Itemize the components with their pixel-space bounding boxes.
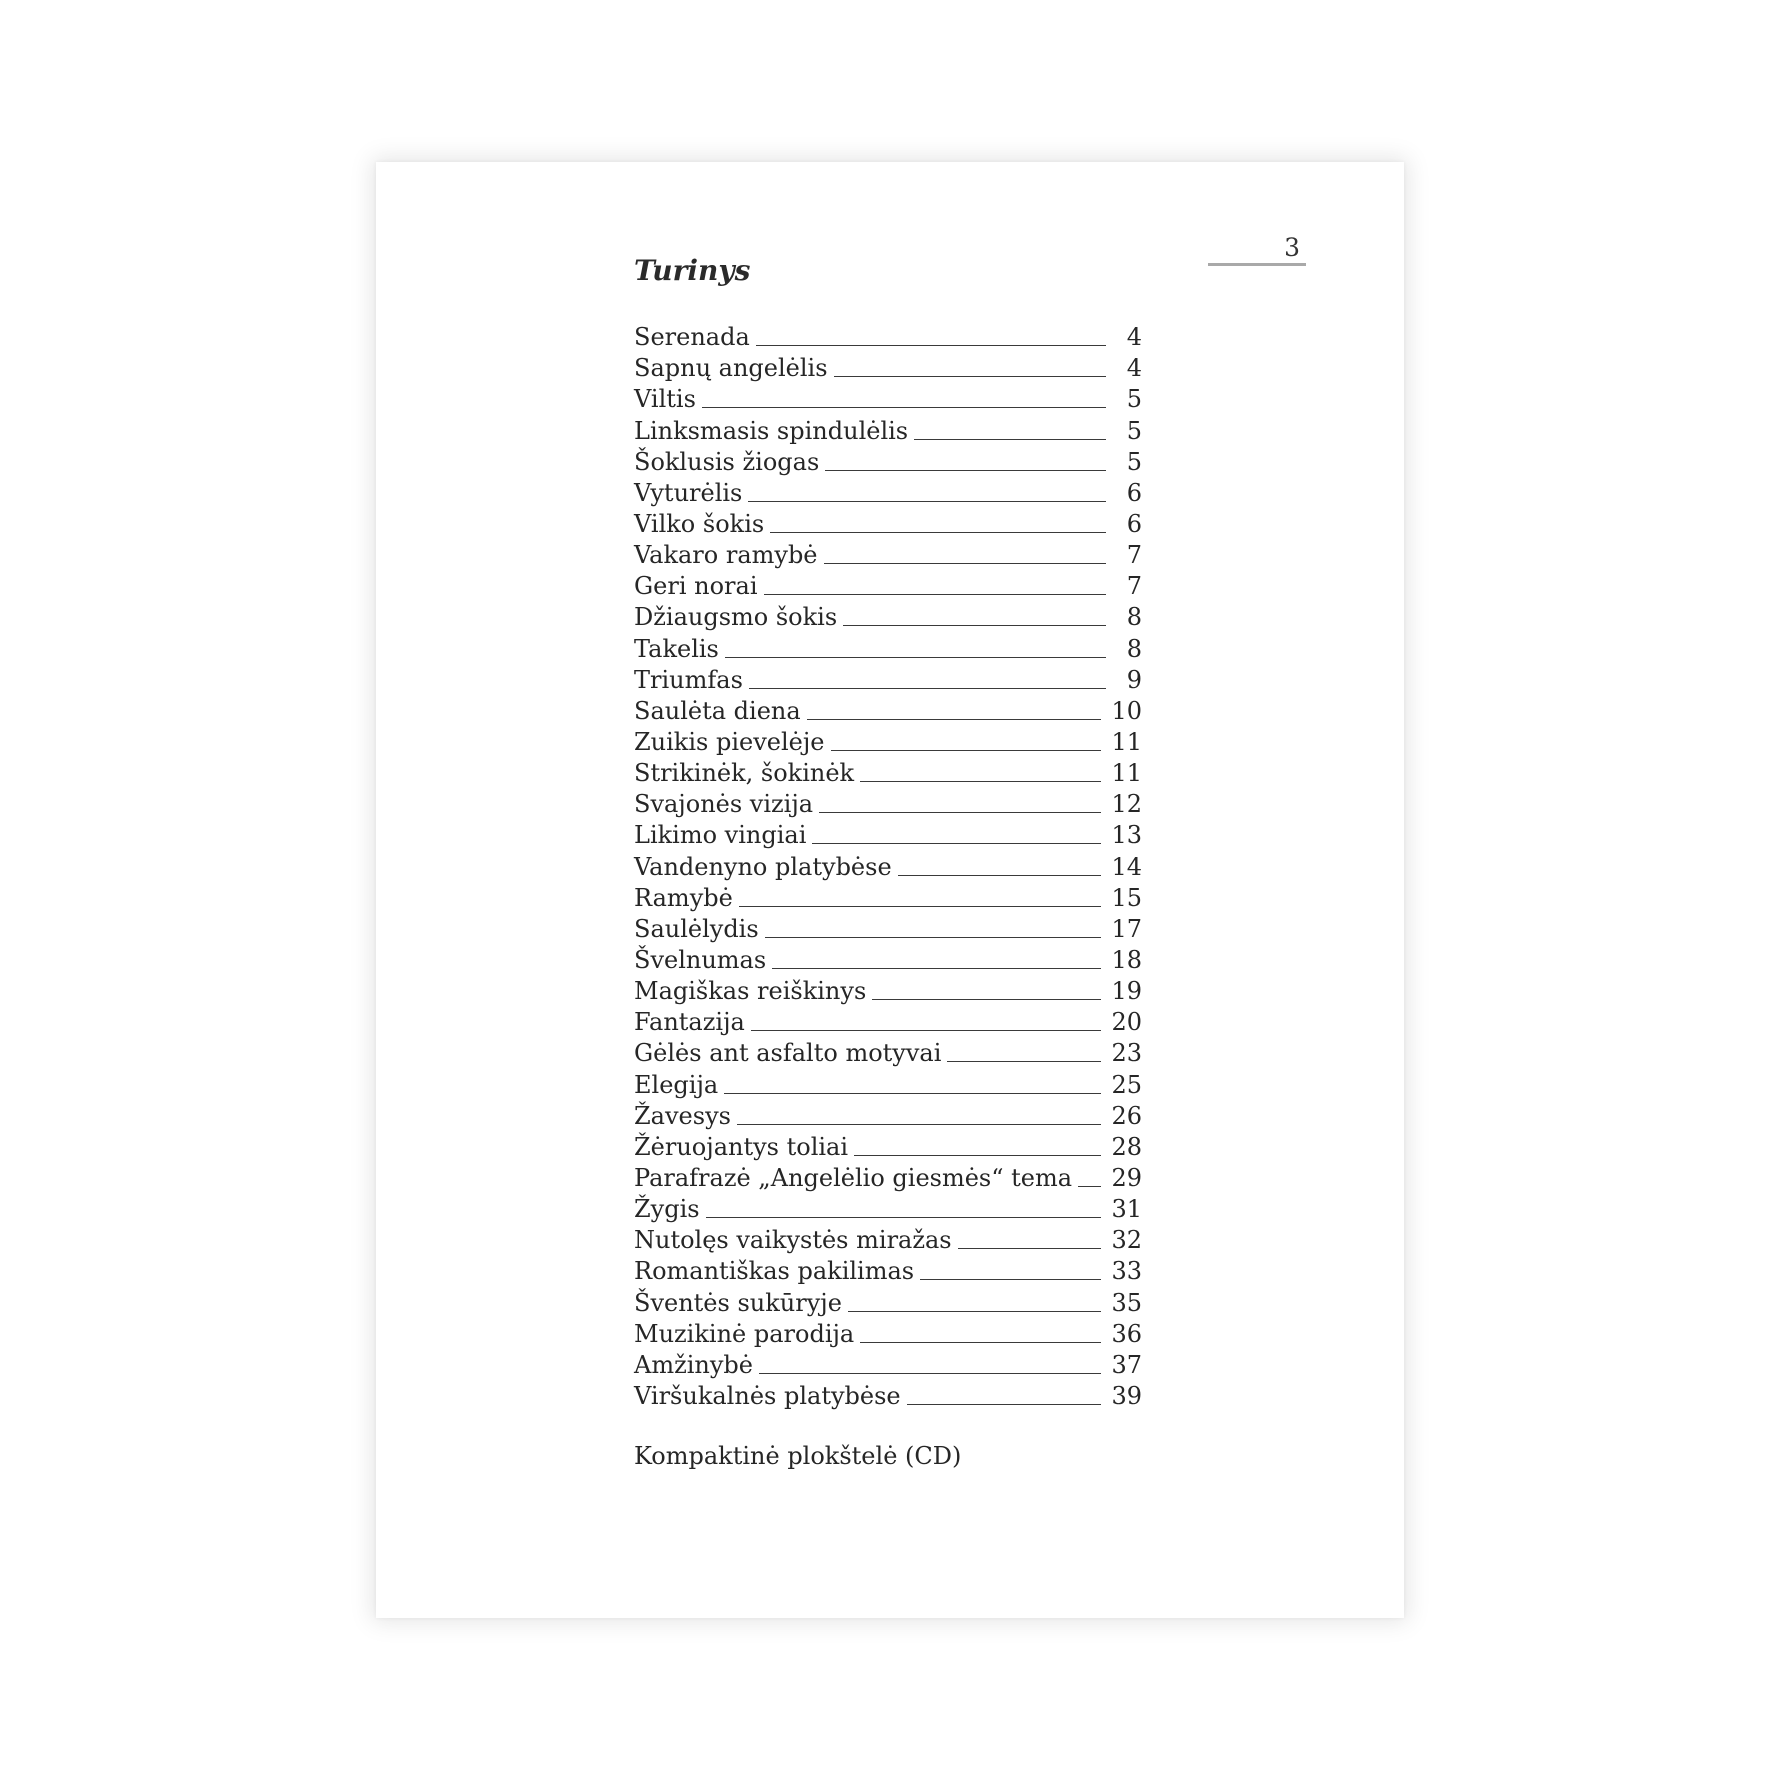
toc-entry: [634, 1254, 1142, 1285]
toc-entry-page: 7: [1126, 541, 1142, 570]
toc-leader-line: [947, 1060, 1101, 1062]
toc-leader-line: [739, 905, 1102, 907]
toc-entry-title: Džiaugsmo šokis: [634, 603, 838, 632]
toc-entry-title: Vilko šokis: [634, 509, 765, 538]
toc-list: [634, 320, 1142, 1410]
toc-leader-line: [756, 344, 1106, 346]
toc-entry: [634, 943, 1142, 974]
toc-leader-line: [706, 1216, 1102, 1218]
toc-leader-line: [772, 967, 1101, 969]
toc-entry-page: 37: [1111, 1350, 1142, 1379]
toc-entry-title: Švelnumas: [634, 945, 767, 974]
toc-leader-line: [860, 780, 1101, 782]
toc-entry: [634, 1161, 1142, 1192]
toc-leader-line: [854, 1154, 1101, 1156]
toc-entry-page: 5: [1126, 385, 1142, 414]
toc-entry-title: Geri norai: [634, 572, 758, 601]
toc-entry-page: 12: [1111, 790, 1142, 819]
toc-entry: [634, 818, 1142, 849]
toc-entry-title: Triumfas: [634, 665, 743, 694]
toc-entry-title: Vakaro ramybė: [634, 541, 818, 570]
toc-entry-page: 28: [1111, 1132, 1142, 1161]
toc-entry-title: Elegija: [634, 1070, 719, 1099]
toc-entry-page: 5: [1126, 447, 1142, 476]
toc-entry: [634, 787, 1142, 818]
toc-entry: [634, 413, 1142, 444]
toc-leader-line: [748, 500, 1106, 502]
toc-entry-page: 9: [1126, 665, 1142, 694]
toc-leader-line: [724, 1092, 1101, 1094]
toc-entry: [634, 538, 1142, 569]
toc-entry-page: 10: [1111, 696, 1142, 725]
toc-entry: [634, 974, 1142, 1005]
toc-entry-page: 8: [1126, 634, 1142, 663]
toc-entry-title: Likimo vingiai: [634, 821, 807, 850]
toc-entry: [634, 1348, 1142, 1379]
toc-entry-page: 17: [1111, 914, 1142, 943]
page-number: 3: [1284, 233, 1300, 262]
toc-entry-page: 25: [1111, 1070, 1142, 1099]
toc-entry-title: Vandenyno platybėse: [634, 852, 892, 881]
toc-leader-line: [834, 375, 1106, 377]
toc-leader-line: [860, 1341, 1101, 1343]
toc-entry: [634, 663, 1142, 694]
toc-entry-page: 29: [1111, 1163, 1142, 1192]
toc-entry-title: Serenada: [634, 323, 750, 352]
toc-entry-page: 31: [1111, 1195, 1142, 1224]
toc-entry-title: Sapnų angelėlis: [634, 354, 828, 383]
toc-entry-title: Šoklusis žiogas: [634, 447, 820, 476]
toc-entry: [634, 881, 1142, 912]
toc-entry: [634, 320, 1142, 351]
toc-leader-line: [764, 593, 1106, 595]
toc-entry-title: Saulėlydis: [634, 914, 759, 943]
toc-entry: [634, 351, 1142, 382]
toc-entry-title: Vyturėlis: [634, 478, 743, 507]
toc-entry: [634, 1379, 1142, 1410]
toc-entry-page: 13: [1111, 821, 1142, 850]
toc-entry-page: 6: [1126, 478, 1142, 507]
toc-leader-line: [759, 1372, 1101, 1374]
toc-leader-line: [770, 531, 1106, 533]
toc-entry-title: Gėlės ant asfalto motyvai: [634, 1039, 942, 1068]
toc-entry-title: Takelis: [634, 634, 719, 663]
toc-entry-title: Magiškas reiškinys: [634, 977, 867, 1006]
toc-entry-page: 11: [1111, 727, 1142, 756]
toc-entry: [634, 1005, 1142, 1036]
toc-entry-title: Muzikinė parodija: [634, 1319, 855, 1348]
toc-entry: [634, 1099, 1142, 1130]
toc-entry-title: Ramybė: [634, 883, 733, 912]
toc-entry-page: 39: [1111, 1381, 1142, 1410]
toc-entry-page: 5: [1126, 416, 1142, 445]
toc-entry: [634, 694, 1142, 725]
toc-entry-page: 19: [1111, 977, 1142, 1006]
toc-leader-line: [907, 1403, 1102, 1405]
toc-title: Turinys: [634, 254, 751, 287]
toc-entry: [634, 1285, 1142, 1316]
toc-entry-page: 4: [1126, 354, 1142, 383]
toc-leader-line: [831, 749, 1102, 751]
toc-entry-title: Žygis: [634, 1195, 700, 1224]
toc-entry-title: Saulėta diena: [634, 696, 801, 725]
toc-leader-line: [872, 998, 1101, 1000]
toc-entry-page: 18: [1111, 945, 1142, 974]
toc-entry-title: Šventės sukūryje: [634, 1288, 842, 1317]
toc-entry-page: 23: [1111, 1039, 1142, 1068]
toc-entry-page: 35: [1111, 1288, 1142, 1317]
toc-leader-line: [825, 469, 1106, 471]
toc-entry-title: Romantiškas pakilimas: [634, 1257, 915, 1286]
toc-leader-line: [848, 1310, 1102, 1312]
toc-entry-title: Viltis: [634, 385, 696, 414]
toc-leader-line: [1078, 1185, 1101, 1187]
toc-entry: [634, 600, 1142, 631]
toc-leader-line: [843, 624, 1106, 626]
toc-entry: [634, 631, 1142, 662]
toc-entry: [634, 1223, 1142, 1254]
toc-entry-title: Žėruojantys toliai: [634, 1132, 849, 1161]
toc-entry-page: 36: [1111, 1319, 1142, 1348]
toc-entry-page: 11: [1111, 759, 1142, 788]
toc-entry: [634, 1130, 1142, 1161]
toc-entry-page: 6: [1126, 509, 1142, 538]
toc-entry: [634, 476, 1142, 507]
toc-entry-title: Žavesys: [634, 1101, 731, 1130]
toc-entry: [634, 725, 1142, 756]
toc-leader-line: [812, 842, 1101, 844]
toc-leader-line: [920, 1278, 1101, 1280]
toc-entry-title: Zuikis pievelėje: [634, 727, 825, 756]
toc-entry-title: Strikinėk, šokinėk: [634, 759, 855, 788]
page-number-rule: [1208, 263, 1306, 266]
toc-leader-line: [898, 874, 1102, 876]
toc-entry-page: 14: [1111, 852, 1142, 881]
toc-entry: [634, 756, 1142, 787]
toc-entry-page: 32: [1111, 1226, 1142, 1255]
toc-entry-page: 8: [1126, 603, 1142, 632]
toc-entry-title: Amžinybė: [634, 1350, 753, 1379]
toc-entry-page: 15: [1111, 883, 1142, 912]
toc-entry-title: Nutolęs vaikystės miražas: [634, 1226, 952, 1255]
toc-entry: [634, 1317, 1142, 1348]
toc-entry-page: 26: [1111, 1101, 1142, 1130]
document-page: [376, 162, 1404, 1618]
toc-leader-line: [958, 1247, 1102, 1249]
toc-leader-line: [765, 936, 1102, 938]
toc-leader-line: [807, 718, 1102, 720]
toc-leader-line: [751, 1029, 1102, 1031]
toc-entry: [634, 849, 1142, 880]
toc-leader-line: [725, 656, 1106, 658]
toc-entry-title: Fantazija: [634, 1008, 745, 1037]
toc-leader-line: [749, 687, 1106, 689]
toc-leader-line: [702, 406, 1106, 408]
toc-entry: [634, 1036, 1142, 1067]
toc-entry: [634, 569, 1142, 600]
toc-entry: [634, 445, 1142, 476]
toc-entry-title: Parafrazė „Angelėlio giesmės“ tema: [634, 1163, 1073, 1192]
toc-leader-line: [737, 1123, 1102, 1125]
toc-entry: [634, 382, 1142, 413]
toc-entry-title: Linksmasis spindulėlis: [634, 416, 909, 445]
toc-entry-page: 4: [1126, 323, 1142, 352]
toc-entry: [634, 1067, 1142, 1098]
toc-entry-title: Viršukalnės platybėse: [634, 1381, 901, 1410]
toc-entry-title: Svajonės vizija: [634, 790, 814, 819]
toc-leader-line: [819, 811, 1101, 813]
toc-leader-line: [824, 562, 1106, 564]
toc-leader-line: [914, 438, 1106, 440]
toc-entry: [634, 507, 1142, 538]
toc-entry: [634, 1192, 1142, 1223]
toc-entry-page: 20: [1111, 1008, 1142, 1037]
cd-note: Kompaktinė plokštelė (CD): [634, 1442, 962, 1470]
toc-entry-page: 7: [1126, 572, 1142, 601]
toc-entry-page: 33: [1111, 1257, 1142, 1286]
toc-entry: [634, 912, 1142, 943]
